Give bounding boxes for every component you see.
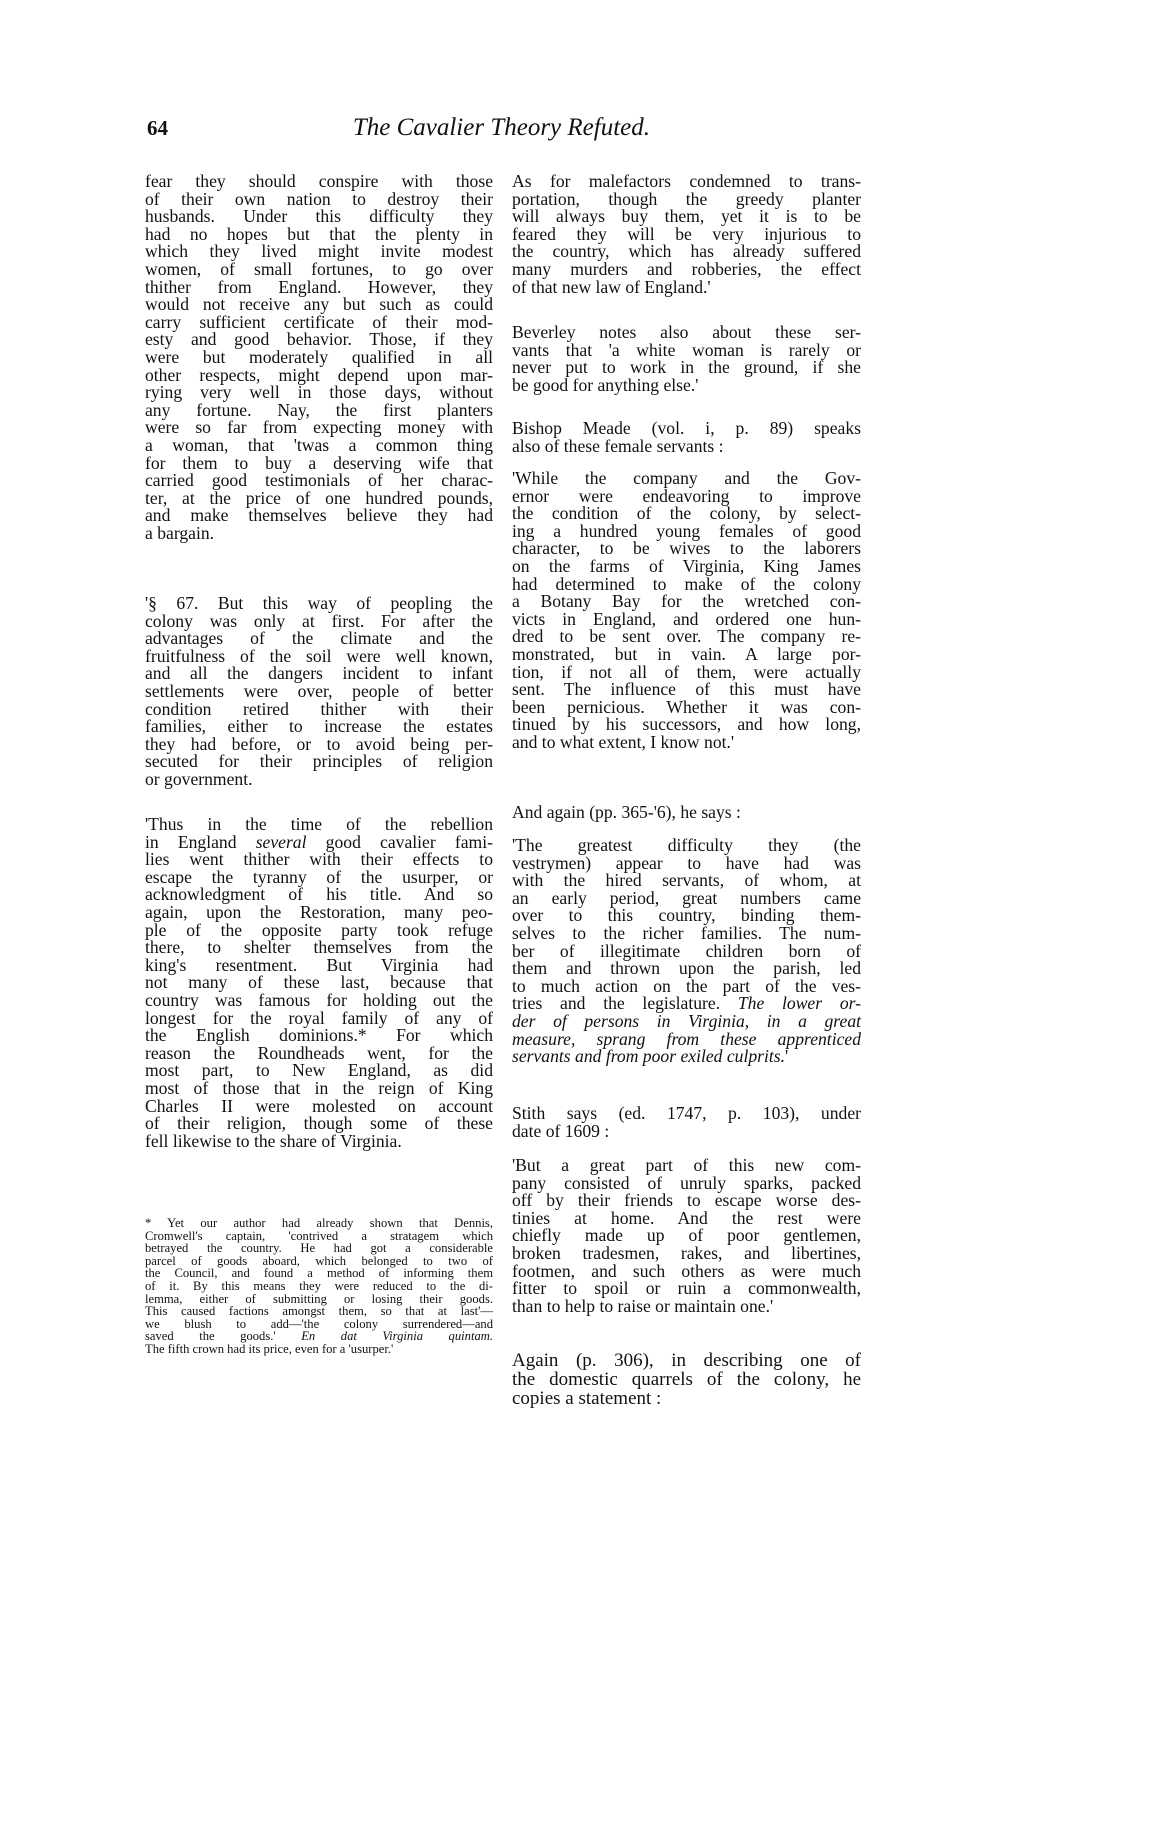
text-line: This caused factions amongst them, so that at last'— (145, 1304, 493, 1319)
text-line: fell likewise to the share of Virginia. (145, 1130, 402, 1151)
text-line: broken tradesmen, rakes, and libertines, (512, 1242, 861, 1263)
text-line: the English dominions.* For which (145, 1025, 493, 1046)
text-line: esty and good behavior. Those, if they (145, 329, 493, 350)
paragraph (512, 171, 861, 297)
text-line: of it. By this means they were reduced to the di- (145, 1278, 493, 1293)
text-line: character, to be wives to the laborers (512, 538, 861, 559)
text-line: a woman, that 'twas a common thing (145, 434, 493, 455)
text-line: sent. The influence of this must have (512, 679, 861, 700)
text-line: lemma, either of submitting or losing their goods. (145, 1291, 493, 1306)
text-line: 'Thus in the time of the rebellion (145, 814, 493, 834)
text-line: reason the Roundheads went, for the (145, 1042, 493, 1063)
text-line: ing a hundred young females of good (512, 520, 861, 541)
text-line: Charles II were molested on account (145, 1095, 493, 1116)
paragraph (512, 417, 861, 456)
text-line: The fifth crown had its price, even for a 'usurper.' (145, 1341, 394, 1356)
text-line: tinued by his successors, and how long, (512, 714, 861, 735)
text-line: off by their friends to escape worse des- (512, 1190, 861, 1211)
footnote (145, 1214, 493, 1356)
text-line: with the hired servants, of whom, at (512, 870, 861, 891)
text-line: * Yet our author had already shown that Dennis, (145, 1216, 493, 1230)
text-line: husbands. Under this difficulty they (145, 206, 493, 227)
text-line: over to this country, binding them- (512, 905, 861, 926)
text-line: the domestic quarrels of the colony, he (512, 1369, 861, 1390)
text-line: measure, sprang from these apprenticed (512, 1028, 861, 1049)
block-quote (512, 1155, 861, 1316)
paragraph (145, 171, 493, 543)
block-quote (512, 836, 861, 1065)
text-line: ter, at the price of one hundred pounds, (145, 487, 493, 508)
text-line: acknowledgment of his title. And so (145, 884, 493, 905)
text-line: had no hopes but that the plenty in (145, 223, 493, 244)
text-line: Beverley notes also about these ser- (512, 322, 861, 342)
text-line: and all the dangers incident to infant (145, 663, 493, 684)
text-line: many murders and robberies, the effect (512, 258, 861, 279)
text-line: not many of these last, because that (145, 972, 493, 993)
text-line: date of 1609 : (512, 1120, 610, 1141)
text-line: advantages of the climate and the (145, 628, 493, 649)
text-line: than to help to raise or maintain one.' (512, 1295, 774, 1316)
text-line: feared they will be very injurious to (512, 223, 861, 244)
text-line: servants and from poor exiled culprits.' (512, 1046, 789, 1067)
text-line: been pernicious. Whether it was con- (512, 696, 861, 717)
text-line: carried good testimonials of her charac- (145, 470, 493, 491)
text-line: And again (pp. 365-'6), he says : (512, 802, 741, 822)
text-line: of their religion, though some of these (145, 1113, 493, 1134)
text-line: to much action on the part of the ves- (512, 975, 861, 996)
text-line: women, of small fortunes, to go over (145, 258, 493, 279)
text-line: also of these female servants : (512, 435, 724, 456)
text-line: footmen, and such others as were much (512, 1260, 861, 1281)
text-line: country was famous for holding out the (145, 989, 493, 1010)
paragraph (145, 814, 493, 1151)
text-line: tries and the legislature. The lower or- (512, 993, 861, 1014)
text-line: other respects, might depend upon mar- (145, 364, 493, 385)
text-line: thither from England. However, they (145, 276, 493, 297)
text-line: chiefly made up of poor gentlemen, (512, 1225, 861, 1246)
text-line: 'While the company and the Gov- (512, 468, 861, 488)
text-line: never put to work in the ground, if she (512, 357, 861, 378)
text-line: there, to shelter themselves from the (145, 937, 493, 958)
text-line: monstrated, but in vain. A large por- (512, 643, 861, 664)
text-line: copies a statement : (512, 1388, 662, 1409)
text-line: Bishop Meade (vol. i, p. 89) speaks (512, 418, 861, 438)
text-line: colony was only at first. For after the (145, 610, 493, 631)
text-line: parcel of goods aboard, which belonged to two of (145, 1253, 493, 1268)
text-line: would not receive any but such as could (145, 294, 493, 315)
text-line: be good for anything else.' (512, 374, 699, 395)
paragraph (145, 593, 493, 787)
text-line: any fortune. Nay, the first planters (145, 399, 493, 420)
page-number: 64 (147, 116, 168, 140)
text-line: escape the tyranny of the usurper, or (145, 866, 493, 887)
text-line: for them to buy a deserving wife that (145, 452, 493, 473)
text-line: '§ 67. But this way of peopling the (145, 593, 493, 613)
text-line: an early period, great numbers came (512, 887, 861, 908)
paragraph (512, 1348, 861, 1409)
text-line: ber of illegitimate children born of (512, 940, 861, 961)
text-line: the condition of the colony, by select- (512, 503, 861, 524)
text-line: of their own nation to destroy their (145, 188, 493, 209)
text-line: the Council, and found a method of informing them (145, 1266, 493, 1281)
text-line: rying very well in those days, without (145, 382, 493, 403)
text-line: vants that 'a white woman is rarely or (512, 339, 861, 360)
text-line: they had before, or to avoid being per- (145, 733, 493, 754)
text-line: longest for the royal family of any of (145, 1007, 493, 1028)
text-line: fitter to spoil or ruin a commonwealth, (512, 1278, 861, 1299)
text-line: 'But a great part of this new com- (512, 1155, 861, 1175)
block-quote (512, 468, 861, 750)
text-line: condition retired thither with their (145, 698, 493, 719)
text-line: selves to the richer families. The num- (512, 922, 861, 943)
text-line: As for malefactors condemned to trans- (512, 171, 861, 191)
text-line: which they lived might invite modest (145, 241, 493, 262)
text-line: Cromwell's captain, 'contrived a stratagem which (145, 1228, 493, 1243)
paragraph (512, 320, 861, 395)
text-line: dred to be sent over. The company re- (512, 626, 861, 647)
text-line: portation, though the greedy planter (512, 188, 861, 209)
text-line: or government. (145, 768, 253, 789)
text-line: the country, which has already suffered (512, 241, 861, 262)
text-line: and make themselves believe they had (145, 505, 493, 526)
paragraph (512, 802, 861, 820)
text-line: tion, if not all of them, were actually (512, 661, 861, 682)
text-line: them and thrown upon the parish, led (512, 958, 861, 979)
text-line: vestrymen) appear to have had was (512, 852, 861, 873)
text-line: and to what extent, I know not.' (512, 731, 735, 752)
text-line: had determined to make of the colony (512, 573, 861, 594)
text-line: a Botany Bay for the wretched con- (512, 591, 861, 612)
text-line: Again (p. 306), in describing one of (512, 1350, 861, 1371)
text-line: on the farms of Virginia, King James (512, 555, 861, 576)
text-line: victs in England, and ordered one hun- (512, 608, 861, 629)
text-line: betrayed the country. He had got a considerable (145, 1241, 493, 1256)
text-line: of that new law of England.' (512, 276, 711, 297)
text-line: pany consisted of unruly sparks, packed (512, 1172, 861, 1193)
text-line: a bargain. (145, 522, 215, 543)
text-line: were so far from expecting money with (145, 417, 493, 438)
text-line: we blush to add—'the colony surrendered—and (145, 1316, 493, 1331)
text-line: saved the goods.' En dat Virginia quintam. (145, 1329, 493, 1344)
text-line: lies went thither with their effects to (145, 849, 493, 870)
text-line: king's resentment. But Virginia had (145, 954, 493, 975)
text-line: families, either to increase the estates (145, 716, 493, 737)
text-line: settlements were over, people of better (145, 680, 493, 701)
text-line: fruitfulness of the soil were well known, (145, 645, 493, 666)
text-line: 'The greatest difficulty they (the (512, 835, 861, 855)
text-line: ernor were endeavoring to improve (512, 485, 861, 506)
paragraph (512, 1102, 861, 1141)
text-line: ple of the opposite party took refuge (145, 919, 493, 940)
text-line: most part, to New England, as did (145, 1060, 493, 1081)
text-line: Stith says (ed. 1747, p. 103), under (512, 1103, 861, 1123)
text-line: secuted for their principles of religion (145, 751, 493, 772)
text-line: der of persons in Virginia, in a great (512, 1010, 861, 1031)
text-line: again, upon the Restoration, many peo- (145, 901, 493, 922)
text-line: carry sufficient certificate of their mod- (145, 311, 493, 332)
text-line: will always buy them, yet it is to be (512, 206, 861, 227)
text-line: fear they should conspire with those (145, 171, 493, 191)
text-line: tinies at home. And the rest were (512, 1207, 861, 1228)
text-line: most of those that in the reign of King (145, 1077, 493, 1098)
text-line: were but moderately qualified in all (145, 346, 493, 367)
running-title: The Cavalier Theory Refuted. (352, 114, 650, 141)
text-line: in England several good cavalier fami- (145, 831, 493, 852)
